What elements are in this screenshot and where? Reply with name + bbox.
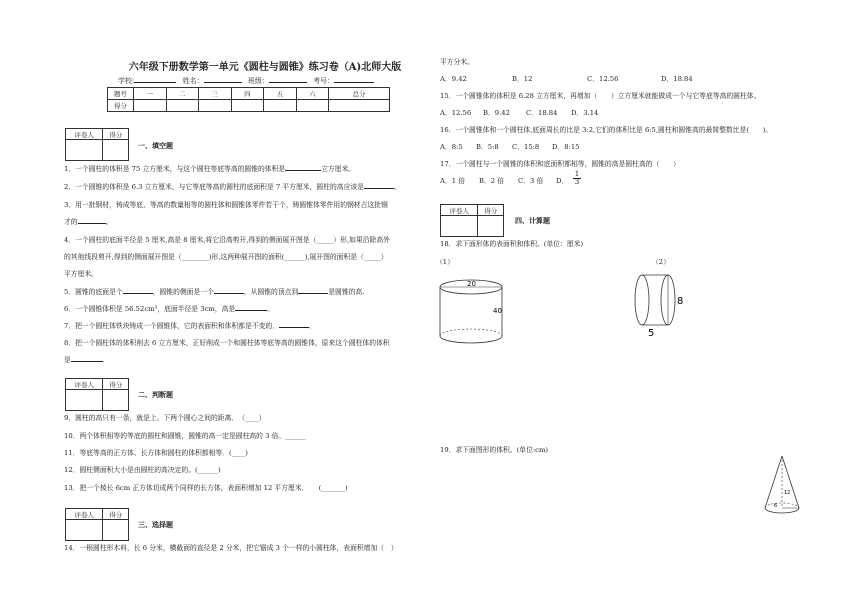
cylinder-figure-1	[434, 278, 514, 346]
score-table	[107, 87, 390, 112]
question-13: 13．把一个棱长 6cm 正方体切成两个同样的长方体，表面积增加 12 平方厘米． (_______)	[64, 484, 348, 492]
reviewer-label: 评卷人	[66, 509, 103, 520]
grader-box	[65, 128, 129, 161]
height-label: 12	[784, 490, 791, 496]
question-text: 才的	[64, 218, 78, 226]
question-text: ，从圆锥的顶点到	[243, 288, 299, 296]
option: C．15:8	[512, 143, 540, 151]
radius-label: 6	[774, 503, 778, 509]
table-cell	[441, 216, 478, 237]
question-17: 17．一个圆柱与一个圆锥的体积和底面积都相等，圆锥的高是圆柱高的（ ）	[440, 160, 680, 168]
table-cell: 三	[199, 88, 232, 100]
option: A．12.56	[440, 109, 472, 117]
section-heading: 四、计算题	[515, 216, 550, 225]
length-label: 5	[648, 328, 655, 339]
school-label: 学校:	[118, 77, 135, 85]
fraction-numerator: 1	[574, 170, 580, 178]
class-label: 班级：	[247, 77, 269, 85]
table-cell: 得分	[108, 100, 134, 112]
question-5	[64, 288, 364, 297]
table-cell	[66, 140, 103, 161]
table-cell: 一	[134, 88, 167, 100]
question-17-options	[440, 177, 568, 186]
grader-box	[65, 508, 129, 541]
question-text: ．	[102, 356, 110, 364]
question-text: ．	[309, 322, 316, 330]
table-cell: 五	[264, 88, 297, 100]
question-text: 2．一个圆锥的体积是 6.3 立方厘米，与它等底等高的圆柱的底面积是 7 平方厘米，圆柱的高应该是	[64, 183, 364, 191]
question-19: 19．求下面图形的体积。(单位:cm)	[440, 446, 549, 454]
question-8: 8．把一个圆柱体的体积削去 6 立方厘米，正好削成一个和圆柱体等底等高的圆锥体，原来这个圆柱体的体积	[64, 339, 390, 347]
question-16-options	[440, 143, 580, 152]
question-16: 16．一个圆锥体和一个圆柱体,底面周长的比是 3:2,它们的体积比是 6:5,圆柱和圆锥高的最简整数比是( )。	[440, 126, 773, 134]
score-label: 得分	[103, 509, 129, 520]
score-table-score-row	[108, 100, 390, 112]
grader-box	[440, 204, 504, 237]
option: C．18.84	[526, 109, 558, 117]
figure-2-label: （2）	[652, 258, 670, 266]
question-text: 。	[267, 305, 274, 313]
option: C．3 倍	[518, 177, 544, 185]
option: D．	[556, 177, 569, 185]
question-18: 18．求下面形体的表面积和体积。(单位：厘米)	[440, 240, 584, 248]
score-label: 得分	[103, 379, 129, 390]
option: D．3.14	[571, 109, 599, 117]
reviewer-label: 评卷人	[66, 379, 103, 390]
option: D．8:15	[552, 143, 580, 151]
table-cell	[66, 390, 103, 411]
table-cell: 二	[166, 88, 199, 100]
reviewer-label: 评卷人	[441, 205, 478, 216]
table-cell	[296, 100, 329, 112]
table-cell: 六	[296, 88, 329, 100]
question-text: ，圆锥的侧面是一个	[152, 288, 214, 296]
fraction-one-third	[573, 171, 581, 186]
fraction-denominator: 3	[574, 178, 580, 186]
option: A．8:5	[440, 143, 463, 151]
height-label: 8	[677, 296, 684, 307]
diameter-label: 20	[467, 280, 476, 288]
question-text: 6．一个圆锥体积是 56.52cm³，底面半径是 3cm，高是	[64, 305, 236, 313]
question-4-cont: 的其他线段剪开,得到的侧面展开图是（________)形,这两种展开图的面积(______),展开图的面积是（_____）	[64, 253, 388, 261]
table-cell	[478, 216, 504, 237]
option: C．12.56	[587, 75, 619, 83]
table-cell	[66, 520, 103, 541]
grader-box	[65, 378, 129, 411]
table-cell	[103, 140, 129, 161]
table-cell	[103, 390, 129, 411]
table-cell	[166, 100, 199, 112]
cylinder-figure-2	[628, 270, 688, 340]
question-1	[64, 165, 355, 174]
student-info-line	[118, 76, 378, 86]
section-heading: 三、选择题	[138, 520, 173, 529]
table-cell	[103, 520, 129, 541]
question-14-cont: 平方分米。	[440, 58, 474, 66]
question-11: 11．等底等高的正方体、长方体和圆柱的体积都相等．(____)	[64, 449, 248, 457]
table-cell	[231, 100, 264, 112]
table-cell: 四	[231, 88, 264, 100]
table-cell	[264, 100, 297, 112]
section-heading: 一、填空题	[138, 141, 173, 150]
table-cell	[134, 100, 167, 112]
option: B．12	[512, 75, 533, 83]
exam-no-label: 考号：	[313, 77, 335, 85]
question-2	[64, 183, 401, 192]
question-6	[64, 305, 274, 314]
question-text: 1．一个圆柱的体积是 75 立方厘米，与这个圆柱等底等高的圆锥的体积是	[64, 165, 286, 173]
height-label: 40	[493, 307, 502, 315]
option: B．2 倍	[479, 177, 505, 185]
question-3: 3．用一批钢材，铸成等底、等高的数量相等的圆柱体和圆锥体零件若干个，铸圆锥体零件用的钢材占这批钢	[64, 201, 388, 209]
cone-figure	[760, 454, 804, 520]
question-text: 5．圆锥的底面是个	[64, 288, 123, 296]
option: A．9.42	[440, 75, 467, 83]
question-8-cont	[64, 356, 110, 365]
question-15-options	[440, 109, 598, 118]
question-text: 立方厘米。	[321, 165, 356, 173]
question-text: 是圆锥的高.	[328, 288, 365, 296]
reviewer-label: 评卷人	[66, 129, 103, 140]
option: B．5:8	[476, 143, 499, 151]
section-heading: 二、判断题	[138, 390, 173, 399]
figure-1-label: （1）	[436, 258, 454, 266]
name-label: 姓名：	[182, 77, 204, 85]
question-7	[64, 322, 316, 331]
score-label: 得分	[478, 205, 504, 216]
question-10: 10．两个体积相等的等底的圆柱和圆锥，圆锥的高一定是圆柱高的 3 倍。______	[64, 432, 306, 440]
question-12: 12．圆柱侧面积大小是由圆柱的高决定的。(______)	[64, 466, 221, 474]
option: A．1 倍	[440, 177, 465, 185]
question-4: 4．一个圆柱的底面半径是 5 厘米,高是 8 厘米,将它沿高剪开,得到的侧面展开图是（_____）形,如果沿除高外	[64, 236, 390, 244]
score-table-header-row	[108, 88, 390, 100]
table-cell	[329, 100, 390, 112]
option: D．18.84	[661, 75, 693, 83]
question-14: 14．一根圆柱形木料，长 6 分米，横截面的直径是 2 分米，把它锯成 3 个一样的小圆柱体，表面积增加（ ）	[64, 544, 398, 552]
question-text: 7．把一个圆柱体铁块铸成一个圆锥体，它的表面积和体积都是不变的．	[64, 322, 280, 330]
question-text: 是	[64, 356, 71, 364]
score-label: 得分	[103, 129, 129, 140]
option: B．9.42	[483, 109, 510, 117]
page-title: 六年级下册数学第一单元《圆柱与圆锥》练习卷（A)北师大版	[128, 62, 402, 73]
table-cell: 题号	[108, 88, 134, 100]
question-text: 。	[393, 183, 401, 191]
question-14-options	[440, 75, 693, 84]
question-4-cont: 平方厘米。	[64, 270, 98, 278]
table-cell	[199, 100, 232, 112]
table-cell: 总分	[329, 88, 390, 100]
question-3-cont	[64, 218, 112, 227]
question-text: 。	[105, 218, 113, 226]
question-9: 9．圆柱的高只有一条，就是上、下两个圆心之间的距离． （____）	[64, 414, 266, 422]
question-15: 15．一个圆锥体的体积是 6.28 立方厘米，再增加（ ）立方厘米就能做成一个与它等底等高的圆柱体。	[440, 92, 761, 100]
